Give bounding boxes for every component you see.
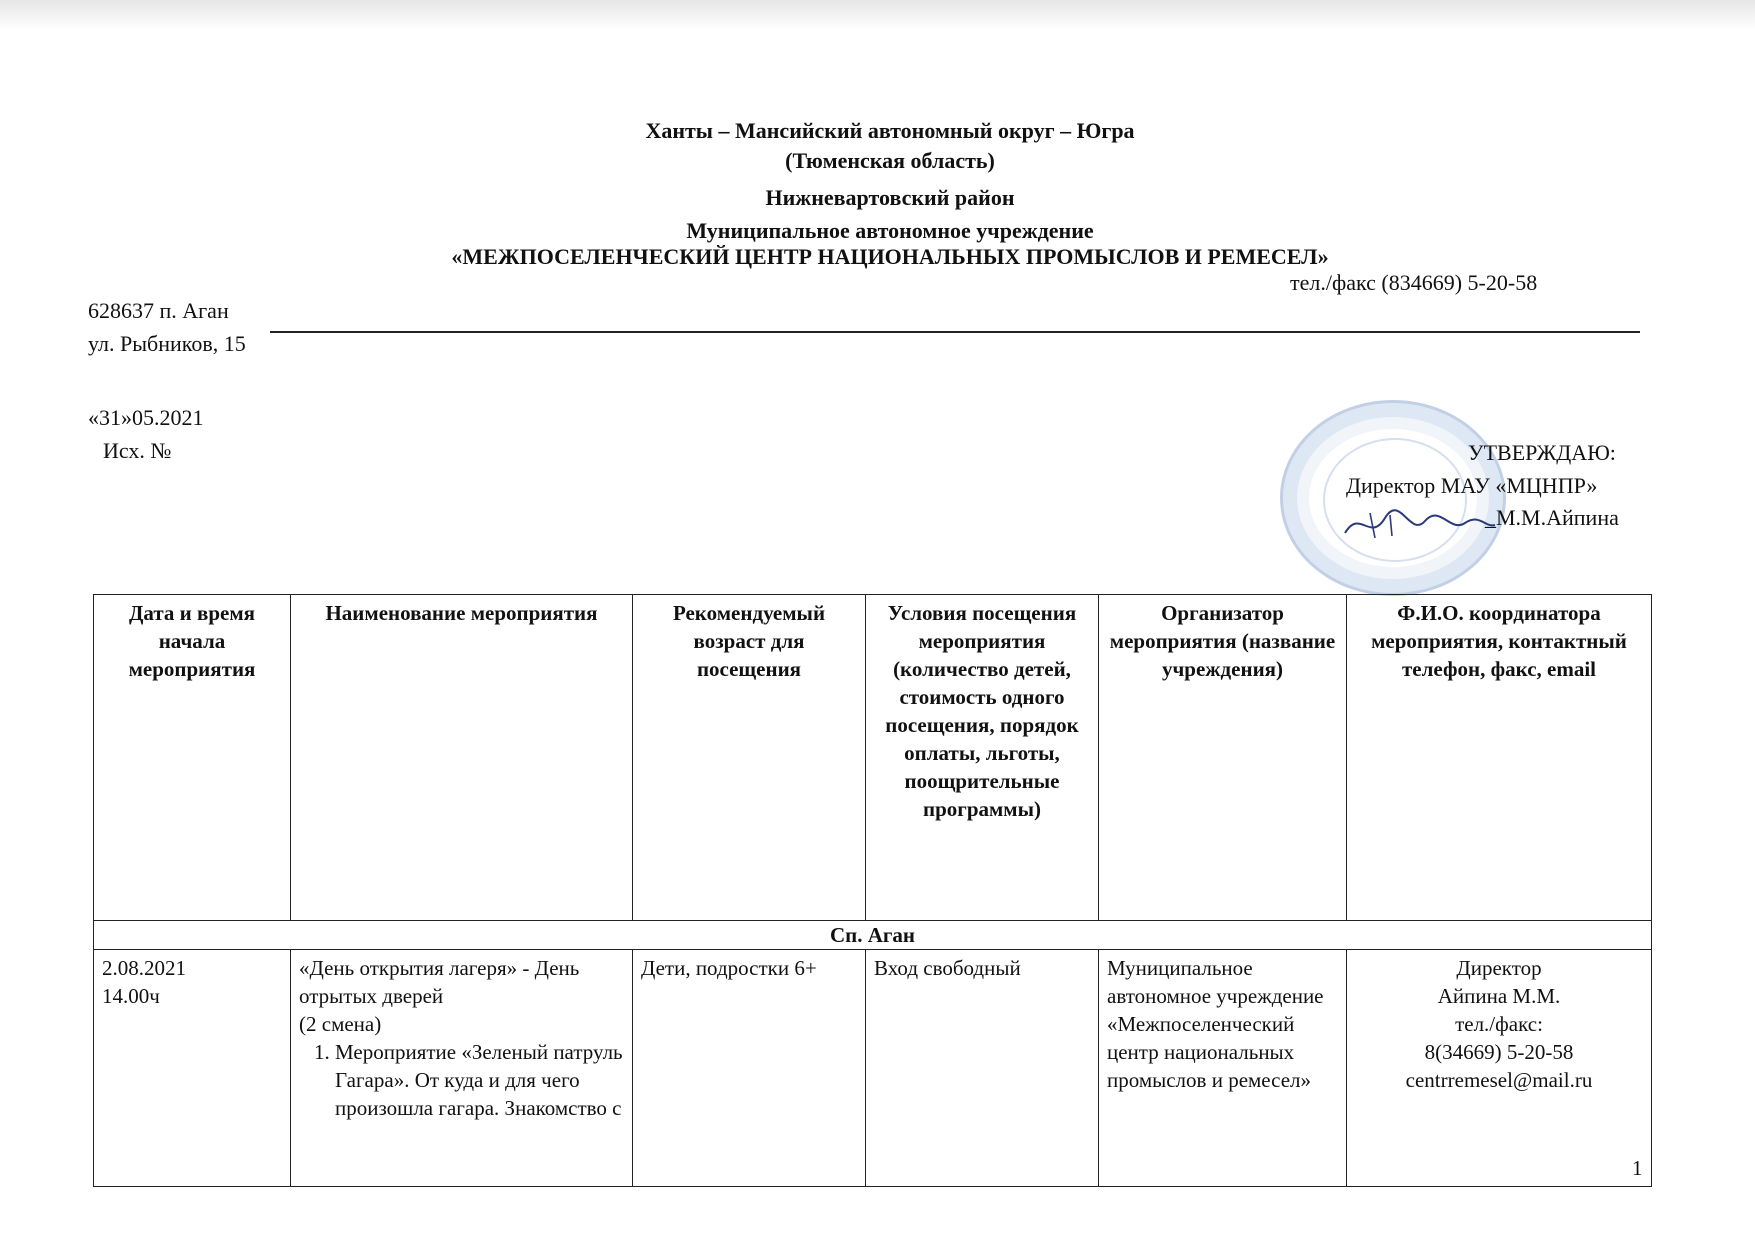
signature (1340, 503, 1500, 548)
cell-coordinator (1347, 950, 1652, 1187)
table-header-row (94, 595, 1652, 921)
cell-conditions: Вход свободный (866, 950, 1099, 1187)
document-date: «31»05.2021 (88, 405, 204, 430)
coordinator-phone: 8(34669) 5-20-58 (1424, 1040, 1574, 1064)
cell-date (94, 950, 291, 1187)
table-row (94, 950, 1652, 1187)
cell-organizer: Муниципальное автономное учреждение «Межпоселенческий центр национальных промыслов и ремесел» (1099, 950, 1347, 1187)
coordinator-phone-label: тел./факс: (1455, 1012, 1543, 1036)
header-region: Ханты – Мансийский автономный округ – Югра (645, 118, 1135, 143)
address-line-2: ул. Рыбников, 15 (88, 331, 246, 356)
event-program-list (299, 1038, 624, 1122)
page-number: 1 (1632, 1156, 1643, 1180)
approval-title: УТВЕРЖДАЮ: (1468, 440, 1616, 465)
header-district: Нижневартовский район (765, 185, 1015, 210)
header-conditions: Условия посещения мероприятия (количество детей, стоимость одного посещения, порядок оплаты, льготы, поощрительные программы) (866, 595, 1099, 921)
outgoing-number: Исх. № (103, 438, 172, 463)
coordinator-name: Айпина М.М. (1437, 984, 1561, 1008)
list-item: 1. Мероприятие «Зеленый патруль Гагара». От куда и для чего произошла гагара. Знакомство с (335, 1038, 624, 1122)
approval-signer: _М.М.Айпина (1485, 505, 1619, 530)
event-shift: (2 смена) (299, 1012, 382, 1036)
header-oblast: (Тюменская область) (785, 148, 995, 173)
header-phone-fax: тел./факс (834669) 5-20-58 (1290, 270, 1538, 295)
event-date: 2.08.2021 (102, 956, 186, 980)
event-name: «День открытия лагеря» - День отрытых дверей (299, 956, 580, 1008)
section-row (94, 921, 1652, 950)
header-institution-type: Муниципальное автономное учреждение (686, 218, 1094, 243)
header-date: Дата и время начала мероприятия (94, 595, 291, 921)
section-title: Сп. Аган (94, 921, 1652, 950)
approval-position: Директор МАУ «МЦНПР» (1346, 473, 1598, 498)
coordinator-email: centrremesel@mail.ru (1405, 1068, 1593, 1092)
header-age: Рекомендуемый возраст для посещения (633, 595, 866, 921)
coordinator-title: Директор (1456, 956, 1542, 980)
header-divider (270, 331, 1640, 333)
address-line-1: 628637 п. Аган (88, 298, 229, 323)
cell-event-name (291, 950, 633, 1187)
cell-age: Дети, подростки 6+ (633, 950, 866, 1187)
event-time: 14.00ч (102, 984, 160, 1008)
header-organizer: Организатор мероприятия (название учреждения) (1099, 595, 1347, 921)
events-table (93, 594, 1652, 1187)
header-institution-name: «МЕЖПОСЕЛЕНЧЕСКИЙ ЦЕНТР НАЦИОНАЛЬНЫХ ПРОМЫСЛОВ И РЕМЕСЕЛ» (451, 244, 1329, 269)
header-coordinator: Ф.И.О. координатора мероприятия, контактный телефон, факс, email (1347, 595, 1652, 921)
header-event-name: Наименование мероприятия (291, 595, 633, 921)
scan-top-shadow (0, 0, 1755, 30)
